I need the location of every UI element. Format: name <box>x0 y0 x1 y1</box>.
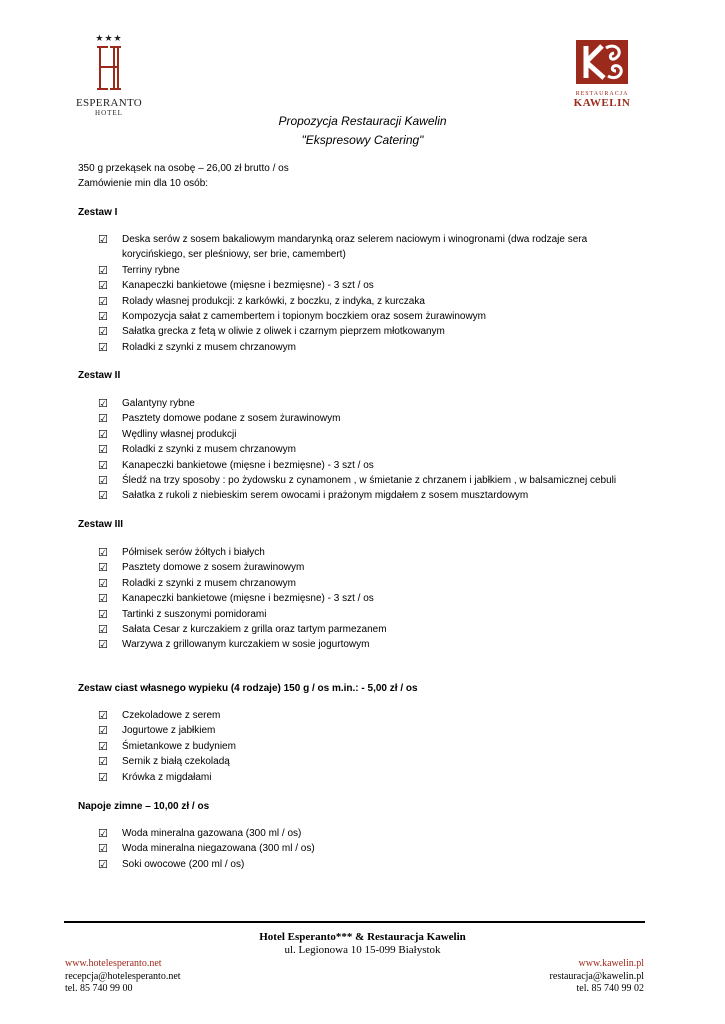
checkbox-checked-icon: ☑ <box>98 489 108 503</box>
checkbox-checked-icon: ☑ <box>98 279 108 293</box>
menu-item-text: Czekoladowe z serem <box>122 710 221 721</box>
checkbox-checked-icon: ☑ <box>98 294 108 308</box>
checkbox-checked-icon: ☑ <box>98 592 108 606</box>
restaurant-website-link[interactable]: www.kawelin.pl <box>578 958 644 969</box>
menu-item-text: Kanapeczki bankietowe (mięsne i bezmięsne) - 3 szt / os <box>122 280 374 292</box>
menu-item-text: Roladki z szynki z musem chrzanowym <box>122 577 296 589</box>
list-item <box>98 488 642 503</box>
document-subtitle: "Ekspresowy Catering" <box>301 133 424 147</box>
restaurant-name: KAWELIN <box>573 97 631 109</box>
list-item <box>98 427 642 442</box>
menu-item-text: Roladki z szynki z musem chrzanowym <box>122 444 296 456</box>
restaurant-kawelin-logo <box>570 38 634 108</box>
menu-item-text: Śmietankowe z budyniem <box>122 740 236 752</box>
hotel-subtitle: HOTEL <box>95 109 123 117</box>
checkbox-checked-icon: ☑ <box>98 755 108 769</box>
checkbox-checked-icon: ☑ <box>98 263 108 277</box>
menu-item-text: Warzywa z grillowanym kurczakiem w sosie jogurtowym <box>122 639 370 651</box>
hotel-name: ESPERANTO <box>75 97 143 109</box>
checkbox-checked-icon: ☑ <box>98 623 108 637</box>
checkbox-checked-icon: ☑ <box>98 739 108 753</box>
checkbox-checked-icon: ☑ <box>98 427 108 441</box>
checkbox-checked-icon: ☑ <box>98 709 108 722</box>
checkbox-checked-icon: ☑ <box>98 546 108 559</box>
section-heading: Zestaw ciast własnego wypieku (4 rodzaje) 150 g / os m.in.: - 5,00 zł / os <box>78 683 418 694</box>
list-item <box>98 278 642 293</box>
menu-item-text: Deska serów z sosem bakaliowym mandarynką oraz selerem naciowym i winogronami (dwa rodzaje sera korycińskiego, ser pleśniowy, ser brie, camembert) <box>122 234 588 261</box>
menu-item-text: Sernik z białą czekoladą <box>122 756 230 768</box>
list-item <box>98 324 642 339</box>
menu-item-text: Soki owocowe (200 ml / os) <box>122 858 245 870</box>
list-item <box>98 607 642 622</box>
menu-item-text: Sałatka z rukoli z niebieskim serem owocami i prażonym migdałem z sosem musztardowym <box>122 490 529 502</box>
list-item <box>98 708 642 723</box>
list-item <box>98 841 642 856</box>
list-item <box>98 560 642 575</box>
restaurant-tag: RESTAURACJA <box>575 91 629 97</box>
list-item <box>98 309 642 324</box>
menu-item-text: Półmisek serów żółtych i białych <box>122 547 265 558</box>
menu-item-text: Kompozycja sałat z camembertem i topionym boczkiem oraz sosem żurawinowym <box>122 311 487 323</box>
checkbox-checked-icon: ☑ <box>98 842 108 856</box>
kawelin-k-icon <box>572 38 632 86</box>
menu-item-text: Jogurtowe z jabłkiem <box>122 725 216 737</box>
checkbox-checked-icon: ☑ <box>98 607 108 621</box>
list-item <box>98 340 642 355</box>
hotel-phone: tel. 85 740 99 00 <box>65 983 133 994</box>
checkbox-checked-icon: ☑ <box>98 561 108 575</box>
list-item <box>98 473 662 488</box>
menu-item-text: Roladki z szynki z musem chrzanowym <box>122 341 296 353</box>
list-item <box>98 591 642 606</box>
footer-hotel-contact <box>65 958 181 996</box>
menu-item-text: Pasztety domowe podane z sosem żurawinowym <box>122 413 341 425</box>
hotel-email-link[interactable]: recepcja@hotelesperanto.net <box>65 970 181 982</box>
checkbox-checked-icon: ☑ <box>98 474 108 488</box>
hotel-website-link[interactable]: www.hotelesperanto.net <box>65 958 162 969</box>
checkbox-checked-icon: ☑ <box>98 770 108 784</box>
menu-item-text: Kanapeczki bankietowe (mięsne i bezmięsne) - 3 szt / os <box>122 459 374 471</box>
restaurant-phone: tel. 85 740 99 02 <box>576 983 644 994</box>
menu-item-text: Terriny rybne <box>122 264 180 276</box>
footer-restaurant-contact <box>550 958 644 996</box>
list-item <box>98 857 642 872</box>
list-item <box>98 622 642 637</box>
section-heading: Zestaw III <box>78 519 124 530</box>
section-heading: Zestaw I <box>78 207 118 218</box>
list-item <box>98 232 642 263</box>
restaurant-email-link[interactable]: restauracja@kawelin.pl <box>549 970 644 982</box>
menu-item-text: Galantyny rybne <box>122 398 195 409</box>
list-item <box>98 411 642 426</box>
checkbox-checked-icon: ☑ <box>98 233 108 246</box>
checkbox-checked-icon: ☑ <box>98 857 108 871</box>
menu-item-text: Śledź na trzy sposoby : po żydowsku z cynamonem , w śmietanie z chrzanem i jabłkiem , w balsamicznej cebuli <box>122 475 617 487</box>
checkbox-checked-icon: ☑ <box>98 638 108 652</box>
hotel-monogram-icon <box>94 45 124 91</box>
menu-item-text: Pasztety domowe z sosem żurawinowym <box>122 562 305 574</box>
section-heading: Napoje zimne – 10,00 zł / os <box>78 801 210 812</box>
menu-item-text: Wędliny własnej produkcji <box>122 428 237 440</box>
hotel-esperanto-logo <box>72 34 146 117</box>
list-item <box>98 770 642 785</box>
menu-item-text: Sałata Cesar z kurczakiem z grilla oraz tartym parmezanem <box>122 624 387 636</box>
list-item <box>98 458 642 473</box>
footer-address: ul. Legionowa 10 15-099 Białystok <box>284 944 441 956</box>
document-title: Propozycja Restauracji Kawelin <box>278 114 447 128</box>
list-item <box>98 294 642 309</box>
menu-list <box>98 232 642 355</box>
section-heading: Zestaw II <box>78 370 121 381</box>
checkbox-checked-icon: ☑ <box>98 397 108 410</box>
menu-list <box>98 396 662 504</box>
checkbox-checked-icon: ☑ <box>98 443 108 457</box>
list-item <box>98 739 642 754</box>
list-item <box>98 442 642 457</box>
checkbox-checked-icon: ☑ <box>98 340 108 354</box>
list-item <box>98 723 642 738</box>
footer-title: Hotel Esperanto*** & Restauracja Kawelin <box>259 931 466 943</box>
checkbox-checked-icon: ☑ <box>98 724 108 738</box>
menu-item-text: Krówka z migdałami <box>122 771 212 783</box>
menu-item-text: Rolady własnej produkcji: z karkówki, z boczku, z indyka, z kurczaka <box>122 295 425 307</box>
checkbox-checked-icon: ☑ <box>98 458 108 472</box>
menu-item-text: Woda mineralna niegazowana (300 ml / os) <box>122 843 315 855</box>
checkbox-checked-icon: ☑ <box>98 325 108 339</box>
list-item <box>98 754 642 769</box>
list-item <box>98 263 642 278</box>
checkbox-checked-icon: ☑ <box>98 310 108 324</box>
list-item <box>98 576 642 591</box>
minimum-order: Zamówienie min dla 10 osób: <box>78 178 209 189</box>
list-item <box>98 396 642 411</box>
menu-list <box>98 826 642 872</box>
checkbox-checked-icon: ☑ <box>98 576 108 590</box>
menu-list <box>98 545 642 653</box>
menu-item-text: Sałatka grecka z fetą w oliwie z oliwek i czarnym pieprzem młotkowanym <box>122 326 445 338</box>
price-per-person: 350 g przekąsek na osobę – 26,00 zł brutto / os <box>78 163 289 174</box>
list-item <box>98 637 642 652</box>
checkbox-checked-icon: ☑ <box>98 827 108 840</box>
hotel-stars: ★★★ <box>95 34 123 44</box>
list-item <box>98 826 642 841</box>
footer-divider <box>64 921 645 923</box>
menu-item-text: Tartinki z suszonymi pomidorami <box>122 608 267 620</box>
menu-item-text: Woda mineralna gazowana (300 ml / os) <box>122 828 302 839</box>
list-item <box>98 545 642 560</box>
checkbox-checked-icon: ☑ <box>98 412 108 426</box>
menu-item-text: Kanapeczki bankietowe (mięsne i bezmięsne) - 3 szt / os <box>122 593 374 605</box>
menu-list <box>98 708 642 785</box>
